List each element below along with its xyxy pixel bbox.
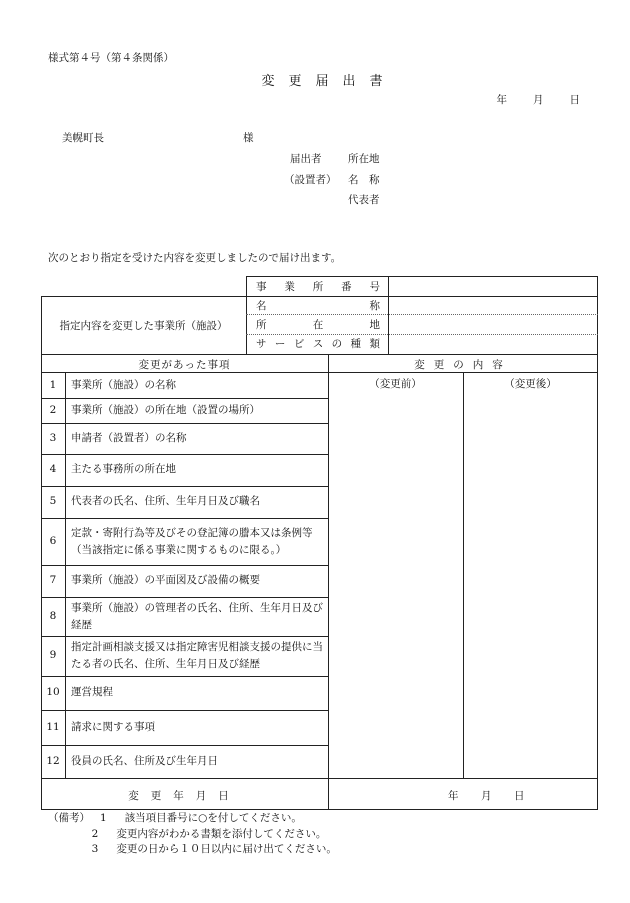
note-number: 2 (91, 827, 99, 840)
item-text: 定款・寄附行為等及びその登記簿の謄本又は条例等（当該指定に係る事業に関するものに限る。） (71, 527, 313, 556)
change-date-day: 日 (514, 790, 525, 802)
form-number: 様式第４号（第４条関係） (48, 52, 174, 64)
item-text: 役員の氏名、住所及び生年月日 (71, 755, 218, 767)
submission-date (497, 92, 581, 107)
changed-items-header: 変更があった事項 (138, 359, 231, 371)
note-line (48, 842, 337, 858)
facility-row-label: 所 在 地 (256, 319, 380, 331)
note-number: 1 (100, 812, 107, 824)
item-number: 10 (46, 686, 60, 698)
document-title: 変更届出書 (261, 74, 397, 89)
item-number: 1 (49, 379, 57, 391)
item-text: 請求に関する事項 (71, 721, 155, 733)
item-number: 6 (49, 535, 57, 547)
submitter-address-label: 所在地 (348, 153, 380, 165)
item-text: 事業所（施設）の名称 (71, 379, 176, 391)
submitter-representative-label: 代表者 (348, 194, 380, 206)
notes (48, 811, 337, 858)
item-text: 事業所（施設）の平面図及び設備の概要 (71, 574, 260, 586)
facility-row-label: サ ー ビ ス の 種 類 (256, 338, 380, 350)
note-line (48, 811, 337, 827)
facility-group-label: 指定内容を変更した事業所（施設） (59, 320, 228, 332)
submitter-name-label: 名 称 (348, 174, 380, 186)
note-text: 変更内容がわかる書類を添付してください。 (116, 827, 327, 840)
item-number: 2 (49, 404, 57, 416)
item-text: 申請者（設置者）の名称 (71, 432, 187, 444)
note-line (48, 827, 337, 843)
item-text: 運営規程 (71, 686, 113, 698)
item-text: 主たる事務所の所在地 (71, 463, 176, 475)
change-date-label: 変更年月日 (128, 790, 241, 802)
item-text: 指定計画相談支援又は指定障害児相談支援の提供に当たる者の氏名、住所、生年月日及び経歴 (71, 641, 323, 670)
item-number: 3 (49, 432, 57, 444)
item-number: 4 (49, 463, 57, 475)
submitter-label: 届出者 (290, 153, 322, 165)
recipient-name: 美幌町長 (62, 132, 104, 144)
date-day: 日 (569, 94, 580, 106)
change-date-month: 月 (481, 790, 492, 802)
intro-text: 次のとおり指定を受けた内容を変更しましたので届け出ます。 (48, 252, 342, 264)
date-month: 月 (533, 94, 544, 106)
date-year: 年 (496, 94, 507, 106)
note-text: 変更の日から１０日以内に届け出てください。 (116, 843, 337, 855)
item-number: 8 (49, 610, 57, 622)
item-text: 事業所（施設）の管理者の氏名、住所、生年月日及び経歴 (71, 602, 323, 631)
recipient-honorific: 様 (243, 132, 254, 144)
facility-row-label: 事 業 所 番 号 (256, 281, 380, 293)
item-number: 9 (49, 649, 57, 661)
item-number: 12 (46, 755, 60, 767)
item-text: 代表者の氏名、住所、生年月日及び職名 (71, 495, 260, 507)
change-content-header: 変更の内容 (414, 359, 512, 371)
notes-label: （備考） (48, 812, 90, 824)
after-change-label: （変更後） (504, 378, 557, 390)
item-text: 事業所（施設）の所在地（設置の場所） (71, 404, 260, 416)
item-number: 7 (49, 574, 57, 586)
change-date-year: 年 (448, 790, 459, 802)
before-change-label: （変更前） (369, 378, 422, 390)
note-text: 該当項目番号に○を付してください。 (124, 812, 302, 824)
note-number: 3 (91, 843, 99, 855)
facility-row-label: 名 称 (256, 300, 380, 312)
item-number: 5 (49, 495, 57, 507)
submitter-sublabel: （設置者） (284, 174, 337, 186)
item-number: 11 (46, 721, 60, 733)
